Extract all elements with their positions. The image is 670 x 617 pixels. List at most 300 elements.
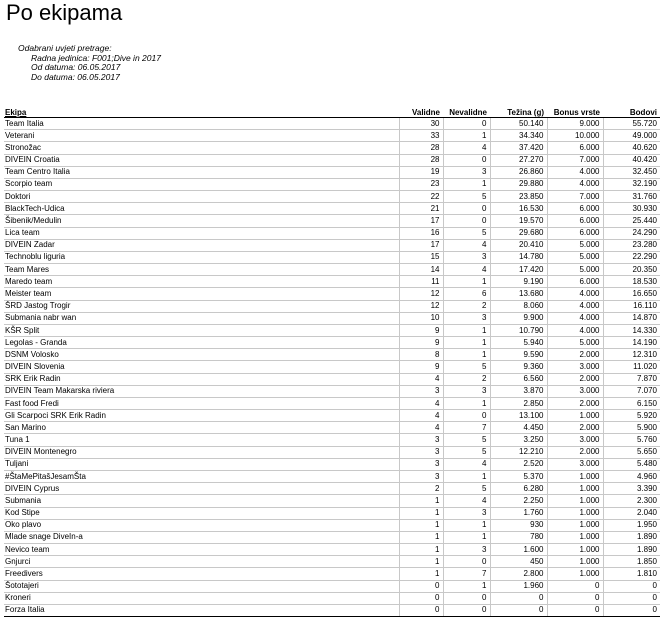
cell-valid: 12: [399, 300, 443, 312]
cell-valid: 3: [399, 446, 443, 458]
cell-bonus: 4.000: [547, 312, 603, 324]
cell-valid: 28: [399, 142, 443, 154]
cell-bonus: 4.000: [547, 178, 603, 190]
cell-invalid: 3: [443, 507, 490, 519]
cell-invalid: 3: [443, 251, 490, 263]
table-row: [4, 130, 660, 142]
table-row: [4, 604, 660, 616]
cell-points: 16.650: [603, 288, 660, 300]
cell-points: 2.300: [603, 495, 660, 507]
cell-invalid: 3: [443, 385, 490, 397]
cell-points: 40.420: [603, 154, 660, 166]
table-row: [4, 349, 660, 361]
cell-bonus: 2.000: [547, 373, 603, 385]
cell-invalid: 1: [443, 580, 490, 592]
table-row: [4, 288, 660, 300]
cell-points: 55.720: [603, 118, 660, 130]
cell-bonus: 1.000: [547, 495, 603, 507]
cell-weight: 12.210: [490, 446, 547, 458]
cell-invalid: 7: [443, 422, 490, 434]
cell-team: Oko plavo: [4, 519, 399, 531]
criteria-date-to: Do datuma: 06.05.2017: [31, 71, 120, 82]
cell-invalid: 0: [443, 604, 490, 616]
cell-team: Scorpio team: [4, 178, 399, 190]
cell-valid: 10: [399, 312, 443, 324]
cell-bonus: 2.000: [547, 422, 603, 434]
cell-valid: 4: [399, 422, 443, 434]
cell-bonus: 1.000: [547, 483, 603, 495]
search-criteria: [18, 44, 161, 82]
cell-invalid: 1: [443, 130, 490, 142]
cell-invalid: 6: [443, 288, 490, 300]
cell-invalid: 4: [443, 264, 490, 276]
cell-invalid: 1: [443, 178, 490, 190]
cell-points: 14.870: [603, 312, 660, 324]
table-row: [4, 276, 660, 288]
cell-invalid: 5: [443, 227, 490, 239]
cell-invalid: 5: [443, 191, 490, 203]
table-row: [4, 227, 660, 239]
cell-valid: 8: [399, 349, 443, 361]
cell-invalid: 0: [443, 203, 490, 215]
cell-team: Freedivers: [4, 568, 399, 580]
cell-bonus: 0: [547, 580, 603, 592]
cell-bonus: 0: [547, 592, 603, 604]
cell-invalid: 5: [443, 434, 490, 446]
table-row: [4, 215, 660, 227]
table-row: [4, 191, 660, 203]
cell-invalid: 1: [443, 324, 490, 336]
table-row: [4, 397, 660, 409]
table-row: [4, 239, 660, 251]
cell-points: 14.190: [603, 337, 660, 349]
cell-invalid: 1: [443, 519, 490, 531]
cell-team: Tuljani: [4, 458, 399, 470]
cell-points: 25.440: [603, 215, 660, 227]
cell-weight: 26.860: [490, 166, 547, 178]
cell-team: Legolas - Granda: [4, 337, 399, 349]
cell-valid: 33: [399, 130, 443, 142]
cell-points: 5.760: [603, 434, 660, 446]
cell-valid: 22: [399, 191, 443, 203]
cell-team: ŠRD Jastog Trogir: [4, 300, 399, 312]
cell-points: 1.890: [603, 544, 660, 556]
table-row: [4, 251, 660, 263]
cell-team: DIVEIN Cyprus: [4, 483, 399, 495]
cell-valid: 21: [399, 203, 443, 215]
cell-invalid: 1: [443, 397, 490, 409]
cell-weight: 930: [490, 519, 547, 531]
cell-team: Tuna 1: [4, 434, 399, 446]
cell-points: 14.330: [603, 324, 660, 336]
cell-team: KŠR Split: [4, 324, 399, 336]
cell-bonus: 4.000: [547, 288, 603, 300]
cell-points: 32.450: [603, 166, 660, 178]
cell-invalid: 0: [443, 592, 490, 604]
cell-points: 3.390: [603, 483, 660, 495]
cell-invalid: 5: [443, 483, 490, 495]
cell-valid: 23: [399, 178, 443, 190]
cell-bonus: 1.000: [547, 556, 603, 568]
cell-weight: 2.800: [490, 568, 547, 580]
table-row: [4, 458, 660, 470]
cell-weight: 0: [490, 592, 547, 604]
cell-team: San Marino: [4, 422, 399, 434]
cell-team: Team Italia: [4, 118, 399, 130]
cell-weight: 27.270: [490, 154, 547, 166]
table-row: [4, 568, 660, 580]
table-row: [4, 410, 660, 422]
cell-points: 7.070: [603, 385, 660, 397]
cell-team: Gnjurci: [4, 556, 399, 568]
cell-valid: 9: [399, 361, 443, 373]
cell-invalid: 1: [443, 531, 490, 543]
criteria-date-from: Od datuma: 06.05.2017: [31, 62, 121, 73]
table-row: [4, 580, 660, 592]
cell-bonus: 3.000: [547, 434, 603, 446]
cell-team: Doktori: [4, 191, 399, 203]
table-row: [4, 154, 660, 166]
cell-weight: 780: [490, 531, 547, 543]
cell-team: Stronožac: [4, 142, 399, 154]
report-title: Po ekipama: [6, 0, 123, 25]
table-row: [4, 385, 660, 397]
cell-invalid: 7: [443, 568, 490, 580]
cell-bonus: 1.000: [547, 410, 603, 422]
col-header-bonus: Bonus vrste: [547, 106, 603, 118]
table-row: [4, 446, 660, 458]
cell-points: 23.280: [603, 239, 660, 251]
cell-weight: 2.250: [490, 495, 547, 507]
cell-team: Technoblu liguria: [4, 251, 399, 263]
cell-valid: 30: [399, 118, 443, 130]
cell-bonus: 5.000: [547, 337, 603, 349]
table-row: [4, 324, 660, 336]
cell-weight: 9.360: [490, 361, 547, 373]
cell-weight: 9.590: [490, 349, 547, 361]
cell-team: Submania: [4, 495, 399, 507]
cell-weight: 2.850: [490, 397, 547, 409]
cell-bonus: 9.000: [547, 118, 603, 130]
cell-points: 16.110: [603, 300, 660, 312]
cell-points: 7.870: [603, 373, 660, 385]
cell-bonus: 5.000: [547, 264, 603, 276]
cell-weight: 29.680: [490, 227, 547, 239]
cell-points: 12.310: [603, 349, 660, 361]
cell-points: 5.900: [603, 422, 660, 434]
cell-points: 0: [603, 592, 660, 604]
cell-points: 1.850: [603, 556, 660, 568]
cell-invalid: 2: [443, 300, 490, 312]
cell-weight: 2.520: [490, 458, 547, 470]
cell-valid: 2: [399, 483, 443, 495]
cell-team: Fast food Fredi: [4, 397, 399, 409]
cell-invalid: 1: [443, 470, 490, 482]
cell-team: Šibenik/Medulin: [4, 215, 399, 227]
criteria-heading: Odabrani uvjeti pretrage:: [18, 43, 112, 53]
cell-points: 1.950: [603, 519, 660, 531]
table-row: [4, 118, 660, 130]
cell-valid: 12: [399, 288, 443, 300]
cell-weight: 37.420: [490, 142, 547, 154]
cell-invalid: 2: [443, 373, 490, 385]
cell-team: DIVEIN Zadar: [4, 239, 399, 251]
cell-valid: 1: [399, 544, 443, 556]
cell-weight: 9.900: [490, 312, 547, 324]
table-row: [4, 531, 660, 543]
cell-invalid: 3: [443, 312, 490, 324]
cell-valid: 1: [399, 568, 443, 580]
cell-points: 4.960: [603, 470, 660, 482]
cell-bonus: 7.000: [547, 191, 603, 203]
cell-valid: 1: [399, 556, 443, 568]
cell-team: Team Mares: [4, 264, 399, 276]
cell-points: 32.190: [603, 178, 660, 190]
table-row: [4, 470, 660, 482]
cell-invalid: 0: [443, 154, 490, 166]
table-row: [4, 483, 660, 495]
cell-invalid: 5: [443, 446, 490, 458]
cell-bonus: 4.000: [547, 166, 603, 178]
table-row: [4, 264, 660, 276]
cell-team: Kod Stipe: [4, 507, 399, 519]
cell-team: BlackTech-Udica: [4, 203, 399, 215]
cell-bonus: 6.000: [547, 227, 603, 239]
table-row: [4, 495, 660, 507]
cell-valid: 17: [399, 215, 443, 227]
cell-team: Maredo team: [4, 276, 399, 288]
cell-valid: 4: [399, 410, 443, 422]
cell-weight: 1.760: [490, 507, 547, 519]
cell-team: Nevico team: [4, 544, 399, 556]
cell-bonus: 6.000: [547, 276, 603, 288]
cell-weight: 3.250: [490, 434, 547, 446]
cell-team: Šototajeri: [4, 580, 399, 592]
cell-valid: 9: [399, 324, 443, 336]
cell-weight: 13.100: [490, 410, 547, 422]
cell-bonus: 6.000: [547, 142, 603, 154]
cell-points: 30.930: [603, 203, 660, 215]
cell-valid: 17: [399, 239, 443, 251]
cell-invalid: 4: [443, 458, 490, 470]
table-row: [4, 178, 660, 190]
table-row: [4, 203, 660, 215]
cell-invalid: 0: [443, 556, 490, 568]
cell-valid: 0: [399, 592, 443, 604]
cell-team: Veterani: [4, 130, 399, 142]
cell-weight: 16.530: [490, 203, 547, 215]
cell-points: 49.000: [603, 130, 660, 142]
cell-invalid: 1: [443, 337, 490, 349]
cell-valid: 28: [399, 154, 443, 166]
cell-points: 5.480: [603, 458, 660, 470]
cell-points: 5.650: [603, 446, 660, 458]
col-header-points: Bodovi: [603, 106, 660, 118]
cell-team: Mlade snage DiveIn-a: [4, 531, 399, 543]
cell-weight: 9.190: [490, 276, 547, 288]
results-table: [4, 106, 660, 617]
cell-bonus: 5.000: [547, 251, 603, 263]
col-header-valid: Validne: [399, 106, 443, 118]
cell-invalid: 4: [443, 239, 490, 251]
cell-weight: 6.560: [490, 373, 547, 385]
table-row: [4, 142, 660, 154]
cell-points: 20.350: [603, 264, 660, 276]
cell-valid: 1: [399, 507, 443, 519]
cell-points: 2.040: [603, 507, 660, 519]
cell-valid: 4: [399, 397, 443, 409]
cell-valid: 0: [399, 604, 443, 616]
col-header-team: Ekipa: [4, 106, 399, 118]
table-row: [4, 434, 660, 446]
cell-points: 18.530: [603, 276, 660, 288]
table-header-row: [4, 106, 660, 118]
cell-weight: 50.140: [490, 118, 547, 130]
cell-weight: 6.280: [490, 483, 547, 495]
cell-bonus: 10.000: [547, 130, 603, 142]
cell-points: 5.920: [603, 410, 660, 422]
cell-team: DSNM Volosko: [4, 349, 399, 361]
cell-weight: 17.420: [490, 264, 547, 276]
cell-invalid: 5: [443, 361, 490, 373]
cell-weight: 4.450: [490, 422, 547, 434]
table-row: [4, 166, 660, 178]
table-row: [4, 544, 660, 556]
cell-bonus: 4.000: [547, 300, 603, 312]
cell-valid: 1: [399, 531, 443, 543]
cell-bonus: 1.000: [547, 544, 603, 556]
table-row: [4, 592, 660, 604]
cell-valid: 11: [399, 276, 443, 288]
cell-invalid: 3: [443, 544, 490, 556]
table-row: [4, 312, 660, 324]
cell-bonus: 1.000: [547, 470, 603, 482]
cell-valid: 15: [399, 251, 443, 263]
cell-valid: 3: [399, 434, 443, 446]
table-row: [4, 556, 660, 568]
cell-valid: 1: [399, 495, 443, 507]
table-row: [4, 519, 660, 531]
cell-team: Gli Scarpoci SRK Erik Radin: [4, 410, 399, 422]
cell-invalid: 1: [443, 349, 490, 361]
col-header-invalid: Nevalidne: [443, 106, 490, 118]
cell-weight: 34.340: [490, 130, 547, 142]
cell-weight: 10.790: [490, 324, 547, 336]
cell-team: Team Centro Italia: [4, 166, 399, 178]
cell-valid: 4: [399, 373, 443, 385]
criteria-unit: Radna jedinica: F001;Dive in 2017: [31, 52, 161, 63]
cell-team: Meister team: [4, 288, 399, 300]
cell-invalid: 4: [443, 142, 490, 154]
cell-weight: 14.780: [490, 251, 547, 263]
cell-weight: 5.940: [490, 337, 547, 349]
cell-bonus: 3.000: [547, 458, 603, 470]
cell-weight: 5.370: [490, 470, 547, 482]
cell-bonus: 6.000: [547, 215, 603, 227]
cell-bonus: 1.000: [547, 568, 603, 580]
cell-team: SRK Erik Radin: [4, 373, 399, 385]
cell-team: DIVEIN Montenegro: [4, 446, 399, 458]
cell-team: DIVEIN Croatia: [4, 154, 399, 166]
cell-valid: 1: [399, 519, 443, 531]
cell-weight: 0: [490, 604, 547, 616]
cell-bonus: 6.000: [547, 203, 603, 215]
cell-invalid: 3: [443, 166, 490, 178]
cell-team: DIVEIN Team Makarska riviera: [4, 385, 399, 397]
cell-bonus: 4.000: [547, 324, 603, 336]
table-body: [4, 118, 660, 617]
table-row: [4, 361, 660, 373]
cell-points: 1.810: [603, 568, 660, 580]
cell-weight: 23.850: [490, 191, 547, 203]
cell-valid: 19: [399, 166, 443, 178]
cell-points: 31.760: [603, 191, 660, 203]
cell-points: 11.020: [603, 361, 660, 373]
cell-invalid: 1: [443, 276, 490, 288]
cell-team: Kroneri: [4, 592, 399, 604]
cell-weight: 1.960: [490, 580, 547, 592]
cell-invalid: 0: [443, 410, 490, 422]
cell-bonus: 2.000: [547, 397, 603, 409]
cell-points: 1.890: [603, 531, 660, 543]
cell-team: Lica team: [4, 227, 399, 239]
cell-bonus: 7.000: [547, 154, 603, 166]
cell-valid: 9: [399, 337, 443, 349]
table-row: [4, 422, 660, 434]
col-header-weight: Težina (g): [490, 106, 547, 118]
table-row: [4, 373, 660, 385]
cell-bonus: 1.000: [547, 519, 603, 531]
cell-weight: 1.600: [490, 544, 547, 556]
cell-bonus: 2.000: [547, 446, 603, 458]
cell-weight: 450: [490, 556, 547, 568]
cell-invalid: 0: [443, 118, 490, 130]
cell-team: Forza Italia: [4, 604, 399, 616]
cell-weight: 19.570: [490, 215, 547, 227]
cell-points: 24.290: [603, 227, 660, 239]
cell-weight: 8.060: [490, 300, 547, 312]
cell-valid: 16: [399, 227, 443, 239]
cell-invalid: 4: [443, 495, 490, 507]
cell-points: 0: [603, 580, 660, 592]
cell-valid: 14: [399, 264, 443, 276]
cell-weight: 20.410: [490, 239, 547, 251]
cell-valid: 3: [399, 470, 443, 482]
cell-points: 0: [603, 604, 660, 616]
cell-points: 40.620: [603, 142, 660, 154]
cell-bonus: 0: [547, 604, 603, 616]
cell-team: Submania nabr wan: [4, 312, 399, 324]
cell-points: 6.150: [603, 397, 660, 409]
cell-bonus: 3.000: [547, 385, 603, 397]
cell-valid: 3: [399, 458, 443, 470]
cell-bonus: 1.000: [547, 531, 603, 543]
cell-bonus: 3.000: [547, 361, 603, 373]
cell-valid: 0: [399, 580, 443, 592]
cell-valid: 3: [399, 385, 443, 397]
cell-points: 22.290: [603, 251, 660, 263]
cell-bonus: 2.000: [547, 349, 603, 361]
table-row: [4, 300, 660, 312]
cell-bonus: 1.000: [547, 507, 603, 519]
cell-invalid: 0: [443, 215, 490, 227]
table-row: [4, 337, 660, 349]
cell-weight: 29.880: [490, 178, 547, 190]
cell-bonus: 5.000: [547, 239, 603, 251]
cell-weight: 3.870: [490, 385, 547, 397]
table-row: [4, 507, 660, 519]
cell-team: #ŠtaMePitašJesamŠta: [4, 470, 399, 482]
